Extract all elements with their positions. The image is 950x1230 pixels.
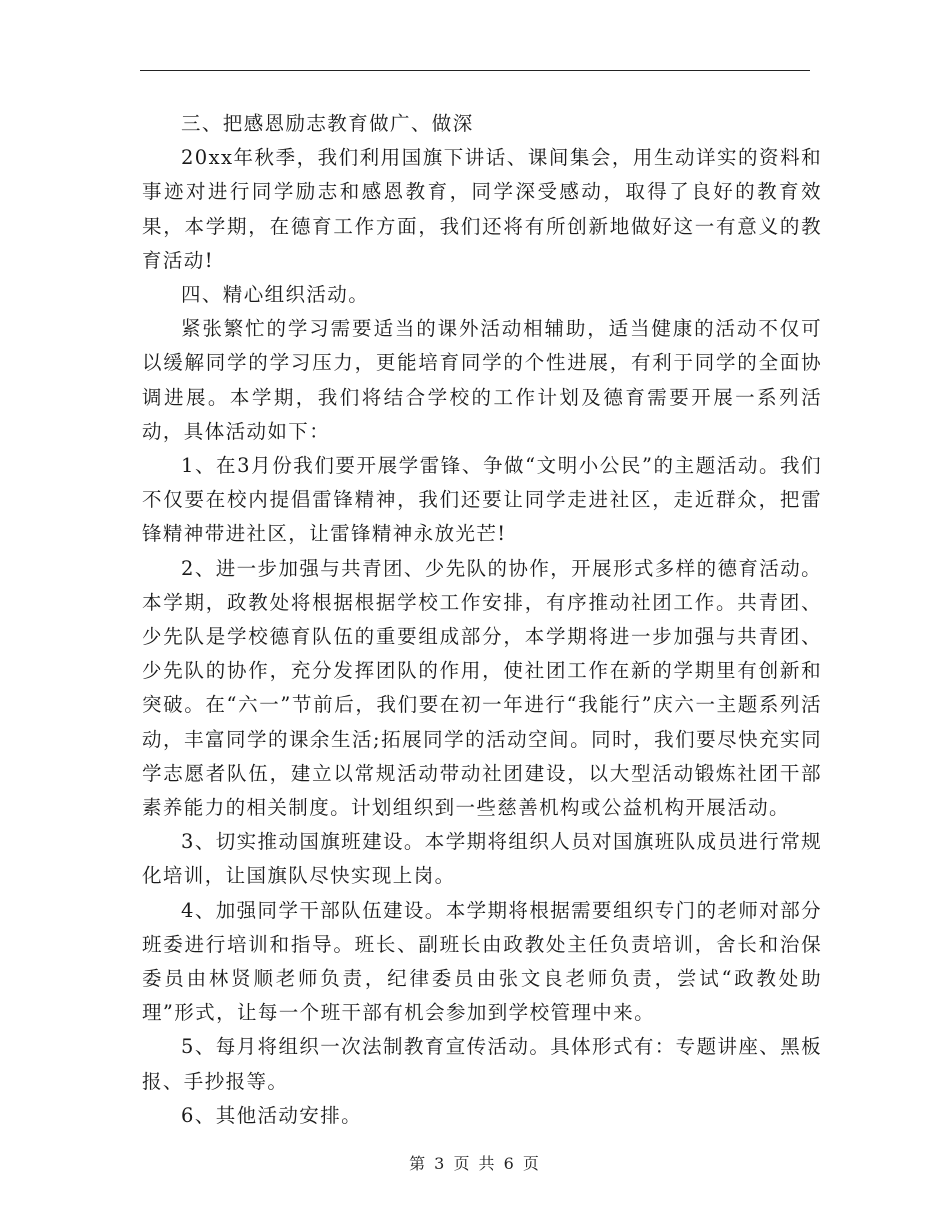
page-number-footer: 第 3 页 共 6 页 [409, 1154, 541, 1173]
list-item-3: 3、切实推动国旗班建设。本学期将组织人员对国旗班队成员进行常规化培训，让国旗队尽快实现上岗。 [142, 830, 822, 888]
header-rule [140, 70, 810, 71]
list-item-6: 6、其他活动安排。 [181, 1103, 363, 1127]
paragraph-gratitude-education: 20xx年秋季，我们利用国旗下讲话、课间集会，用生动详实的资料和事迹对进行同学励志和感恩教育，同学深受感动，取得了良好的教育效果，本学期，在德育工作方面，我们还将有所创新地做好这一有意义的教育活动! [142, 146, 822, 272]
section-heading-activities: 四、精心组织活动。 [181, 283, 370, 307]
list-item-2: 2、进一步加强与共青团、少先队的协作，开展形式多样的德育活动。本学期，政教处将根据根据学校工作安排，有序推动社团工作。共青团、少先队是学校德育队伍的重要组成部分，本学期将进一步加强与共青团、少先队的协作，充分发挥团队的作用，使社团工作在新的学期里有创新和突破。在“六一”节前后，我们要在初一年进行“我能行”庆六一主题系列活动，丰富同学的课余生活;拓展同学的活动空间。同时，我们要尽快充实同学志愿者队伍，建立以常规活动带动社团建设，以大型活动锻炼社团干部素养能力的相关制度。计划组织到一些慈善机构或公益机构开展活动。 [142, 556, 822, 820]
document-body [142, 107, 822, 1133]
paragraph-activities-intro: 紧张繁忙的学习需要适当的课外活动相辅助，适当健康的活动不仅可以缓解同学的学习压力，更能培育同学的个性进展，有利于同学的全面协调进展。本学期，我们将结合学校的工作计划及德育需要开展一系列活动，具体活动如下： [142, 317, 822, 443]
list-item-1: 1、在3月份我们要开展学雷锋、争做“文明小公民”的主题活动。我们不仅要在校内提倡雷锋精神，我们还要让同学走进社区，走近群众，把雷锋精神带进社区，让雷锋精神永放光芒! [142, 454, 822, 546]
list-item-5: 5、每月将组织一次法制教育宣传活动。具体形式有：专题讲座、黑板报、手抄报等。 [142, 1035, 822, 1093]
list-item-4: 4、加强同学干部队伍建设。本学期将根据需要组织专门的老师对部分班委进行培训和指导。班长、副班长由政教处主任负责培训，舍长和治保委员由林贤顺老师负责，纪律委员由张文良老师负责，尝试“政教处助理”形式，让每一个班干部有机会参加到学校管理中来。 [142, 898, 822, 1025]
section-heading-gratitude: 三、把感恩励志教育做广、做深 [181, 112, 474, 135]
